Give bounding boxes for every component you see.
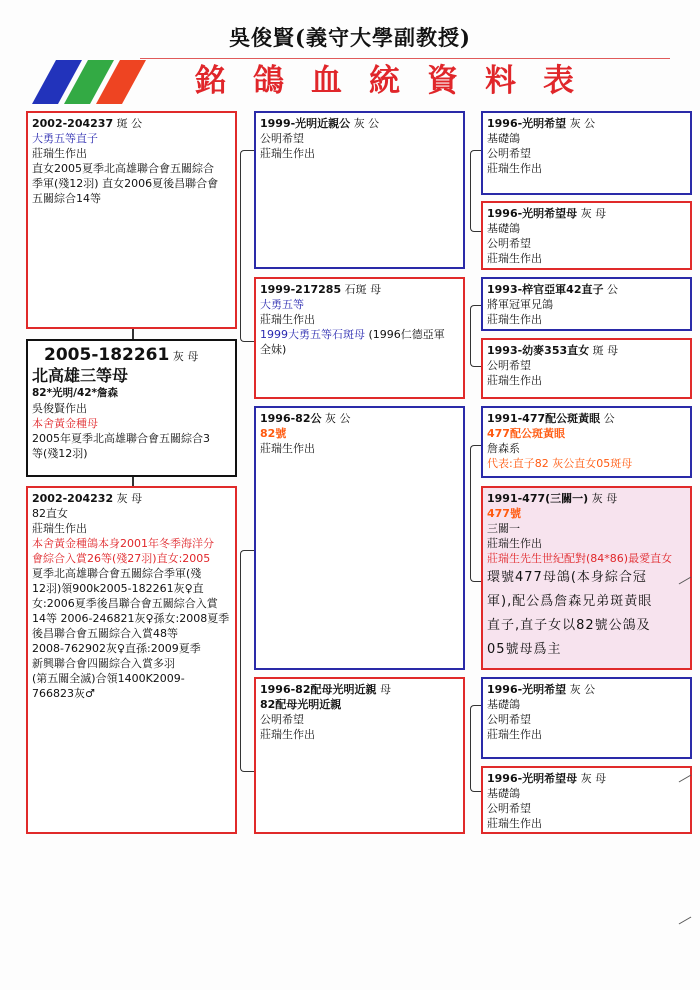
ss-sex: 灰 公	[353, 117, 380, 130]
ssd-box	[481, 201, 692, 270]
sds-line-2: 莊瑞生作出	[487, 313, 542, 326]
dd-line-1: 82配母光明近親	[260, 698, 342, 711]
dsd-line-6: 軍),配公爲詹森兄弟斑黃眼	[487, 594, 653, 609]
sss-sex: 灰 公	[569, 117, 596, 130]
dsd-line-2: 三關一	[487, 522, 520, 535]
dss-line-3: 代表:直子82 灰公直女05斑母	[487, 457, 633, 470]
sss-box	[481, 111, 692, 195]
ds-box	[254, 406, 465, 670]
ssd-line-3: 莊瑞生作出	[487, 252, 542, 265]
ddd-sex: 灰 母	[580, 772, 607, 785]
ssd-sex: 灰 母	[580, 207, 607, 220]
sds-title: 1993-梓官亞軍42直子	[487, 283, 604, 296]
sd-title: 1999-217285	[260, 283, 342, 296]
ss-line-1: 公明希望	[260, 132, 304, 145]
subject-id: 2005-182261	[44, 345, 170, 365]
dsd-line-4: 莊瑞生先生世紀配對(84*86)最愛直女	[487, 552, 673, 565]
dss-sex: 公	[603, 412, 615, 425]
sd-sex: 石斑 母	[344, 283, 382, 296]
ss-title: 1999-光明近親公	[260, 117, 351, 130]
sdd-line-2: 莊瑞生作出	[487, 374, 542, 387]
dds-box	[481, 677, 692, 759]
dam-sex: 灰 母	[116, 492, 143, 505]
sdd-sex: 斑 母	[592, 344, 619, 357]
dss-line-2: 詹森系	[487, 442, 520, 455]
dam-line-10: 2008-762902灰♀直孫:2009夏季	[32, 642, 201, 655]
sss-title: 1996-光明希望	[487, 117, 567, 130]
dam-line-11: 新興聯合會四關綜合入賞多羽	[32, 657, 175, 670]
sdd-line-1: 公明希望	[487, 359, 531, 372]
dsd-title: 1991-477(三關一)	[487, 492, 589, 505]
dd-line-2: 公明希望	[260, 713, 304, 726]
ssd-title: 1996-光明希望母	[487, 207, 578, 220]
subject-result-1: 2005年夏季北高雄聯合會五關綜合3	[32, 432, 210, 445]
ss-box	[254, 111, 465, 269]
dam-line-3: 本舍黃金種鴿本身2001年冬季海洋分	[32, 537, 214, 550]
sd-line-1: 大勇五等	[260, 298, 304, 311]
dd-line-3: 莊瑞生作出	[260, 728, 315, 741]
bracket-dd	[470, 705, 481, 792]
dam-line-12: (第五關全滅)合領1400K2009-	[32, 672, 185, 685]
dam-box	[26, 486, 237, 834]
ddd-title: 1996-光明希望母	[487, 772, 578, 785]
subject-box	[26, 339, 237, 477]
dam-line-8: 14等 2006-246821灰♀孫女:2008夏季	[32, 612, 230, 625]
dsd-line-3: 莊瑞生作出	[487, 537, 542, 550]
sds-sex: 公	[607, 283, 618, 296]
sire-line-4: 季軍(殘12羽) 直女2006夏後昌聯合會	[32, 177, 219, 190]
dam-id: 2002-204232	[32, 492, 114, 505]
dd-sex: 母	[380, 683, 391, 696]
dam-line-6: 12羽)領900k2005-182261灰♀直	[32, 582, 204, 595]
dss-title: 1991-477配公斑黃眼	[487, 412, 601, 425]
dam-line-2: 莊瑞生作出	[32, 522, 87, 535]
subject-result-2: 等(殘12羽)	[32, 447, 88, 460]
sire-line-5: 五關綜合14等	[32, 192, 101, 205]
dss-line-1: 477配公斑黃眼	[487, 427, 565, 440]
dam-line-13: 766823灰♂	[32, 687, 95, 700]
sire-line-2: 莊瑞生作出	[32, 147, 87, 160]
dds-line-1: 基礎鴿	[487, 698, 520, 711]
ds-line-2: 莊瑞生作出	[260, 442, 315, 455]
ds-line-1: 82號	[260, 427, 287, 440]
dsd-line-1: 477號	[487, 507, 521, 520]
ddd-line-2: 公明希望	[487, 802, 531, 815]
sire-line-3: 直女2005夏季北高雄聯合會五關綜合	[32, 162, 214, 175]
dd-title: 1996-82配母光明近親	[260, 683, 377, 696]
dds-line-3: 莊瑞生作出	[487, 728, 542, 741]
ddd-line-3: 莊瑞生作出	[487, 817, 542, 830]
author-heading: 吳俊賢(義守大學副教授)	[229, 25, 471, 50]
ssd-line-2: 公明希望	[487, 237, 531, 250]
dam-line-1: 82直女	[32, 507, 68, 520]
sdd-box	[481, 338, 692, 399]
brand-stripes	[30, 60, 150, 104]
dsd-line-5: 環號477母鴿(本身綜合冠	[487, 570, 647, 585]
sd-line-2: 莊瑞生作出	[260, 313, 315, 326]
ds-title: 1996-82公	[260, 412, 322, 425]
ssd-line-1: 基礎鴿	[487, 222, 520, 235]
dss-box	[481, 406, 692, 478]
dds-sex: 灰 公	[569, 683, 596, 696]
sdd-title: 1993-幼麥353直女	[487, 344, 590, 357]
sire-box	[26, 111, 237, 329]
ddd-box	[481, 766, 692, 834]
bracket-ss	[470, 150, 481, 232]
subject-name: 北高雄三等母	[32, 366, 129, 385]
dam-line-5: 夏季北高雄聯合會五關綜合季軍(殘	[32, 567, 202, 580]
sss-line-3: 莊瑞生作出	[487, 162, 542, 175]
sds-line-1: 將軍冠軍兄鴿	[487, 298, 553, 311]
dam-line-9: 後昌聯合會五關綜合入賞48等	[32, 627, 178, 640]
sd-box	[254, 277, 465, 399]
sd-line-3b: (1996仁德亞軍	[368, 328, 445, 341]
sire-id: 2002-204237	[32, 117, 114, 130]
sd-line-4: 全妹)	[260, 343, 287, 356]
ddd-line-1: 基礎鴿	[487, 787, 520, 800]
corner-mark	[679, 917, 692, 925]
ss-line-2: 莊瑞生作出	[260, 147, 315, 160]
sire-line-1: 大勇五等直子	[32, 132, 98, 145]
dds-line-2: 公明希望	[487, 713, 531, 726]
dsd-line-8: 05號母爲主	[487, 642, 562, 657]
subject-cross: 82*光明/42*詹森	[32, 387, 119, 399]
dsd-sex: 灰 母	[591, 492, 618, 505]
sds-box	[481, 277, 692, 331]
dam-line-4: 會綜合入賞26等(殘27羽)直女:2005	[32, 552, 211, 565]
bracket-sd	[470, 305, 481, 367]
ds-sex: 灰 公	[325, 412, 351, 425]
page-title: 銘鴿血統資料表	[195, 63, 601, 99]
connector-subject-dam	[132, 476, 134, 486]
dds-title: 1996-光明希望	[487, 683, 567, 696]
subject-breeder: 吳俊賢作出	[32, 402, 87, 415]
sss-line-2: 公明希望	[487, 147, 531, 160]
dam-line-7: 女:2006夏季後昌聯合會五關綜合入賞	[32, 597, 218, 610]
dd-box	[254, 677, 465, 834]
sd-line-3: 1999大勇五等石斑母	[260, 328, 365, 341]
sss-line-1: 基礎鴿	[487, 132, 520, 145]
dsd-line-7: 直子,直子女以82號公鴿及	[487, 618, 651, 633]
subject-sex: 灰 母	[172, 350, 199, 363]
bracket-ds	[470, 445, 481, 582]
dsd-box	[481, 486, 692, 670]
sire-sex: 斑 公	[116, 117, 143, 130]
subject-note: 本舍黃金種母	[32, 417, 98, 430]
